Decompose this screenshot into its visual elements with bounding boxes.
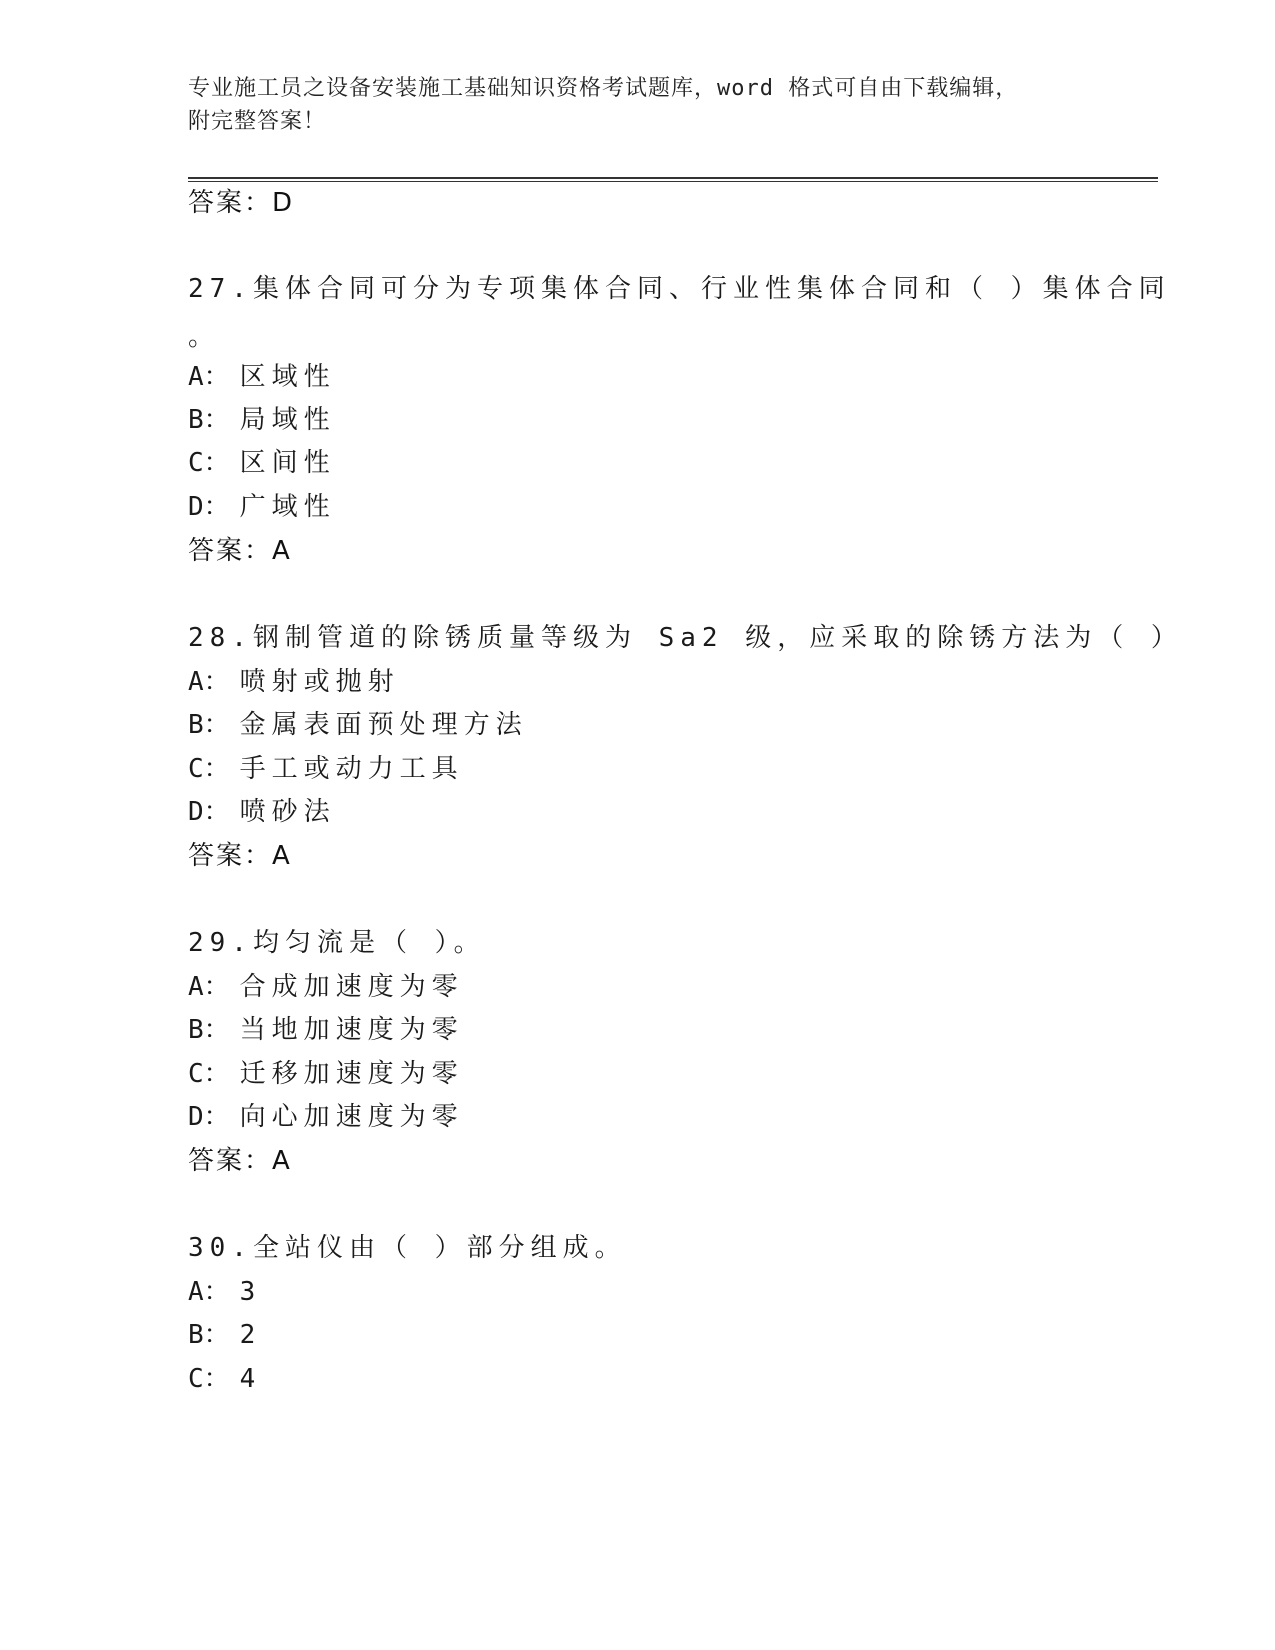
page-header bbox=[188, 72, 1088, 138]
question-27-stem-continued: 。 bbox=[188, 322, 221, 352]
header-divider bbox=[188, 177, 1158, 182]
option-text: 喷砂法 bbox=[239, 797, 336, 827]
question-28-option-b bbox=[188, 708, 528, 742]
option-label: D： bbox=[188, 1102, 230, 1132]
option-label: A： bbox=[188, 667, 230, 697]
option-text: 区域性 bbox=[239, 362, 336, 392]
question-29-option-d bbox=[188, 1100, 464, 1134]
question-29-stem: 29.均匀流是（ ）。 bbox=[188, 928, 486, 958]
option-label: B： bbox=[188, 1015, 230, 1045]
option-text: 区间性 bbox=[239, 448, 336, 478]
question-29-option-b bbox=[188, 1013, 464, 1047]
header-line-1: 专业施工员之设备安装施工基础知识资格考试题库，word 格式可自由下载编辑， bbox=[188, 76, 1019, 101]
question-27-option-c bbox=[188, 446, 336, 480]
question-29-answer: 答案：A bbox=[188, 1146, 292, 1176]
option-text: 3 bbox=[239, 1277, 262, 1307]
option-text: 广域性 bbox=[239, 492, 336, 522]
option-label: C： bbox=[188, 448, 230, 478]
question-28-option-c bbox=[188, 752, 464, 786]
question-30-stem: 30.全站仪由（ ）部分组成。 bbox=[188, 1233, 627, 1263]
option-text: 迁移加速度为零 bbox=[239, 1059, 464, 1089]
question-27-stem: 27.集体合同可分为专项集体合同、行业性集体合同和（ ）集体合同 bbox=[188, 274, 1171, 304]
question-28-stem: 28.钢制管道的除锈质量等级为 Sa2 级，应采取的除锈方法为（ ） bbox=[188, 623, 1183, 653]
question-30-option-c bbox=[188, 1362, 261, 1396]
option-text: 向心加速度为零 bbox=[239, 1102, 464, 1132]
option-text: 金属表面预处理方法 bbox=[239, 710, 528, 740]
question-28-option-d bbox=[188, 795, 336, 829]
question-30-option-b bbox=[188, 1318, 261, 1352]
question-27-answer: 答案：A bbox=[188, 536, 292, 566]
option-label: C： bbox=[188, 754, 230, 784]
option-text: 手工或动力工具 bbox=[239, 754, 464, 784]
question-28-answer: 答案：A bbox=[188, 841, 292, 871]
option-text: 局域性 bbox=[239, 405, 336, 435]
option-text: 当地加速度为零 bbox=[239, 1015, 464, 1045]
option-text: 合成加速度为零 bbox=[239, 972, 464, 1002]
option-label: A： bbox=[188, 1277, 230, 1307]
option-label: B： bbox=[188, 405, 230, 435]
option-label: D： bbox=[188, 797, 230, 827]
option-label: A： bbox=[188, 972, 230, 1002]
question-28-option-a bbox=[188, 665, 400, 699]
option-label: B： bbox=[188, 710, 230, 740]
option-label: A： bbox=[188, 362, 230, 392]
question-29-option-a bbox=[188, 970, 464, 1004]
option-text: 2 bbox=[239, 1320, 262, 1350]
header-line-2: 附完整答案！ bbox=[188, 109, 327, 134]
question-27-option-a bbox=[188, 360, 336, 394]
option-label: D： bbox=[188, 492, 230, 522]
question-29-option-c bbox=[188, 1057, 464, 1091]
question-30-option-a bbox=[188, 1275, 261, 1309]
previous-answer: 答案：D bbox=[188, 188, 295, 218]
option-label: C： bbox=[188, 1364, 230, 1394]
option-label: C： bbox=[188, 1059, 230, 1089]
question-27-option-d bbox=[188, 490, 336, 524]
option-label: B： bbox=[188, 1320, 230, 1350]
option-text: 喷射或抛射 bbox=[239, 667, 400, 697]
question-27-option-b bbox=[188, 403, 336, 437]
option-text: 4 bbox=[239, 1364, 262, 1394]
